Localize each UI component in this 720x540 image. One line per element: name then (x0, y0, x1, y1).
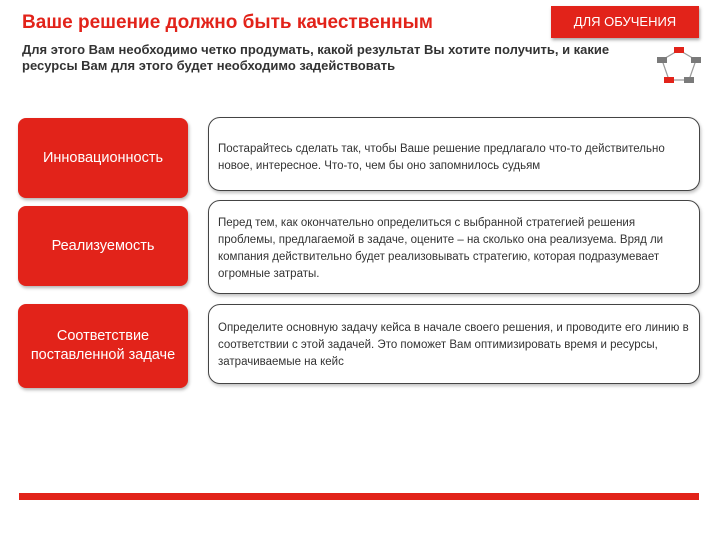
bottom-accent-bar (19, 493, 699, 500)
criterion-description: Перед тем, как окончательно определиться с выбранной стратегией решения проблемы, предлагаемой в задаче, оцените – на сколько она реализуема. Вряд ли компания действительно будет реализовывать стратегию, которая подразумевает огромные затраты. (208, 200, 700, 294)
criterion-description: Определите основную задачу кейса в начале своего решения, и проводите его линию в соответствии с этой задачей. Это поможет Вам оптимизировать время и ресурсы, затрачиваемые на кейс (208, 304, 700, 384)
page-subtitle: Для этого Вам необходимо четко продумать, какой результат Вы хотите получить, и какие ресурсы Вам для этого будет необходимо задействовать (22, 42, 610, 73)
criterion-description: Постарайтесь сделать так, чтобы Ваше решение предлагало что-то действительно новое, интересное. Что-то, чем бы оно запомнилось судьям (208, 117, 700, 191)
training-badge: ДЛЯ ОБУЧЕНИЯ (551, 6, 699, 38)
criterion-label: Реализуемость (18, 206, 188, 286)
page-title: Ваше решение должно быть качественным (22, 12, 433, 33)
cycle-diagram-icon (656, 44, 702, 86)
criterion-label: Соответствие поставленной задаче (18, 304, 188, 388)
criterion-label: Инновационность (18, 118, 188, 198)
